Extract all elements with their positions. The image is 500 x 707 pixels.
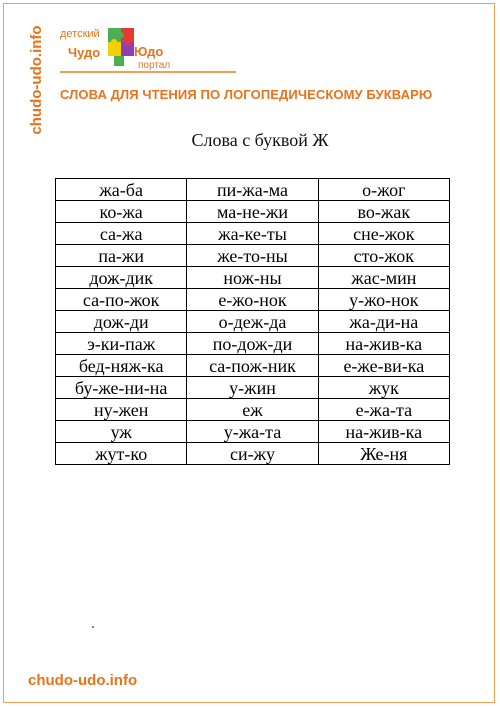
table-row — [56, 223, 450, 245]
word-cell: па-жи — [56, 245, 187, 267]
site-logo[interactable] — [60, 18, 170, 70]
table-row — [56, 333, 450, 355]
word-cell: е-жо-нок — [187, 289, 318, 311]
logo-top-word: детский — [60, 28, 100, 40]
word-cell: во-жак — [318, 201, 449, 223]
word-cell: у-жо-нок — [318, 289, 449, 311]
word-cell: жа-ба — [56, 179, 187, 201]
header-divider — [60, 71, 236, 73]
word-cell: жук — [318, 377, 449, 399]
word-cell: ко-жа — [56, 201, 187, 223]
word-cell: бу-же-ни-на — [56, 377, 187, 399]
word-cell: сто-жок — [318, 245, 449, 267]
table-row — [56, 355, 450, 377]
word-cell: на-жив-ка — [318, 421, 449, 443]
word-cell: са-по-жок — [56, 289, 187, 311]
word-cell: уж — [56, 421, 187, 443]
page-subtitle: СЛОВА ДЛЯ ЧТЕНИЯ ПО ЛОГОПЕДИЧЕСКОМУ БУКВАРЮ — [60, 87, 433, 102]
table-row — [56, 311, 450, 333]
word-cell: дож-дик — [56, 267, 187, 289]
word-cell: же-то-ны — [187, 245, 318, 267]
logo-portal: портал — [138, 60, 171, 71]
word-cell: еж — [187, 399, 318, 421]
word-cell: ма-не-жи — [187, 201, 318, 223]
word-cell: у-жа-та — [187, 421, 318, 443]
word-cell: жа-ди-на — [318, 311, 449, 333]
table-row — [56, 421, 450, 443]
word-cell: ну-жен — [56, 399, 187, 421]
logo-chudo: Чудо — [68, 45, 101, 60]
word-cell: си-жу — [187, 443, 318, 465]
table-row — [56, 443, 450, 465]
table-row — [56, 289, 450, 311]
word-cell: о-жог — [318, 179, 449, 201]
word-cell: дож-ди — [56, 311, 187, 333]
word-cell: жут-ко — [56, 443, 187, 465]
table-row — [56, 377, 450, 399]
word-cell: жа-ке-ты — [187, 223, 318, 245]
word-cell: жас-мин — [318, 267, 449, 289]
table-row — [56, 267, 450, 289]
word-cell: Же-ня — [318, 443, 449, 465]
table-row — [56, 201, 450, 223]
table-row — [56, 245, 450, 267]
word-cell: е-жа-та — [318, 399, 449, 421]
puzzle-icon — [106, 28, 136, 68]
stray-dot — [92, 626, 94, 628]
word-cell: нож-ны — [187, 267, 318, 289]
word-cell: э-ки-паж — [56, 333, 187, 355]
footer-site-label[interactable]: chudo-udo.info — [28, 672, 138, 689]
words-table — [55, 178, 450, 465]
word-cell: са-пож-ник — [187, 355, 318, 377]
word-cell: у-жин — [187, 377, 318, 399]
table-row — [56, 179, 450, 201]
word-cell: о-деж-да — [187, 311, 318, 333]
word-cell: сне-жок — [318, 223, 449, 245]
word-cell: пи-жа-ма — [187, 179, 318, 201]
word-cell: бед-няж-ка — [56, 355, 187, 377]
page-title: Слова с буквой Ж — [191, 130, 329, 150]
word-cell: са-жа — [56, 223, 187, 245]
word-cell: е-же-ви-ка — [318, 355, 449, 377]
side-site-label: chudo-udo.info — [28, 25, 45, 135]
word-cell: по-дож-ди — [187, 333, 318, 355]
table-row — [56, 399, 450, 421]
word-cell: на-жив-ка — [318, 333, 449, 355]
logo-yudo: Юдо — [134, 44, 164, 59]
